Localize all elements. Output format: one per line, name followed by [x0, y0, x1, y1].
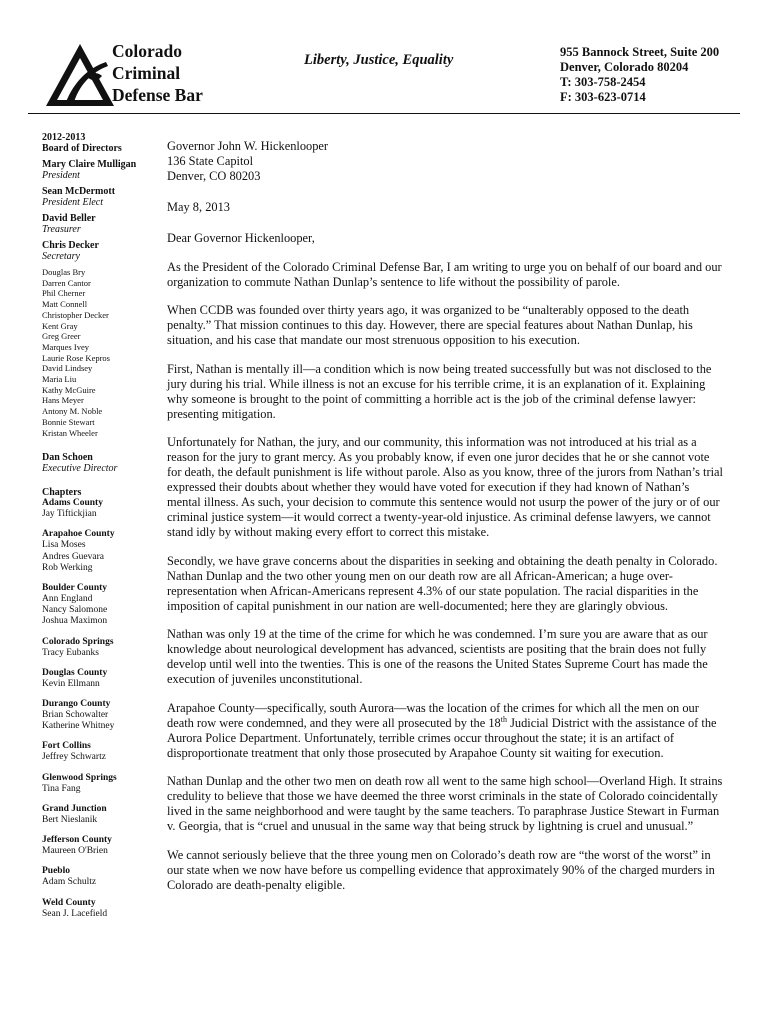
chapter-name: Pueblo — [42, 866, 70, 877]
officer-title: Secretary — [42, 251, 80, 262]
recipient-address-line: Denver, CO 80203 — [167, 169, 261, 183]
chapter — [42, 637, 160, 659]
chapter-member: Rob Werking — [42, 562, 93, 573]
chapter-member: Tracy Eubanks — [42, 647, 99, 658]
chapter-member: Katherine Whitney — [42, 721, 115, 732]
board-member: Douglas Bry — [42, 267, 86, 277]
executive-director — [42, 452, 160, 474]
chapter-name: Grand Junction — [42, 803, 107, 814]
chapter-name: Durango County — [42, 699, 111, 710]
officer-name: Sean McDermott — [42, 186, 116, 197]
chapter-member: Joshua Maximon — [42, 616, 108, 627]
paragraph: Unfortunately for Nathan, the jury, and our community, this information was not introduced at his trial as a reason for the jury to grant mercy. As you probably know, if even one juror decides that he or she cannot vote for death, the default punishment is life without parole. Also as you know, three of the jurors from Nathan’s trial expressed their doubts about whether they would have voted for execution if they had known of Nathan’s mental illness. As such, your decision to commute this sentence would not usurp the power of the jury or of our criminal justice system—it would correct a twenty-year-old injustice. As criminal defense lawyers, we cannot stand idly by without making every effort to correct this mistake. — [167, 435, 723, 539]
chapter — [42, 804, 160, 826]
scales-triangle-logo-icon — [44, 42, 116, 108]
address-fax: F: 303-623-0714 — [560, 90, 646, 104]
officer-title: President Elect — [42, 197, 103, 208]
chapter-member: Nancy Salomone — [42, 605, 108, 616]
board-member: Maria Liu — [42, 374, 77, 385]
chapter-member: Jay Tiftickjian — [42, 509, 97, 520]
chapter-member: Maureen O'Brien — [42, 846, 108, 857]
chapter-name: Colorado Springs — [42, 636, 114, 647]
chapter-name: Boulder County — [42, 583, 108, 594]
chapter-member: Adam Schultz — [42, 877, 97, 888]
chapter — [42, 835, 160, 857]
officer — [42, 186, 160, 208]
chapter-member: Kevin Ellmann — [42, 678, 100, 689]
officer-name: Chris Decker — [42, 240, 99, 251]
chapter-name: Douglas County — [42, 667, 108, 678]
chapter-name: Glenwood Springs — [42, 772, 117, 783]
officer-title: Treasurer — [42, 224, 81, 235]
chapter — [42, 866, 160, 888]
org-name-line-2: Criminal — [112, 63, 181, 83]
address-phone: T: 303-758-2454 — [560, 75, 646, 89]
paragraph: As the President of the Colorado Criminal Defense Bar, I am writing to urge you on behalf of our board and our organization to commute Nathan Dunlap’s sentence to life without the possibility of parole. — [167, 259, 722, 289]
letterhead-divider — [28, 113, 740, 114]
address-city: Denver, Colorado 80204 — [560, 60, 689, 74]
chapter — [42, 773, 160, 795]
board-member: Hans Meyer — [42, 395, 84, 406]
board-member: Kathy McGuire — [42, 384, 96, 395]
board-sidebar — [42, 132, 160, 929]
board-member: David Lindsey — [42, 363, 93, 374]
paragraph-text: Judicial District with the assistance of the Aurora Police Department. Unfortunately, terrible crimes occur throughout the state; it is an artifact of disproportionate treatment that only those prosecuted by Arapahoe County sit waiting for execution. — [167, 715, 717, 760]
paragraph-text: Arapahoe County—specifically, south Aurora—was the location of the crimes for which all the men on our death row were condemned, and they were all prosecuted by the 18 — [167, 700, 699, 730]
paragraph — [167, 701, 723, 761]
chapter-name: Jefferson County — [42, 835, 112, 846]
board-member: Kent Gray — [42, 320, 78, 331]
chapter — [42, 498, 160, 520]
org-address — [560, 45, 719, 105]
ordinal-superscript: th — [500, 714, 507, 724]
letter-date: May 8, 2013 — [167, 200, 230, 214]
chapter-member: Bert Nieslanik — [42, 814, 98, 825]
chapters-heading: Chapters — [42, 487, 82, 499]
chapter — [42, 898, 160, 920]
paragraph: First, Nathan is mentally ill—a condition which is now being treated successfully but was not disclosed to the jury during his trial. While illness is not an excuse for his terrible crime, it is an explanation of it. Explaining why someone is brought to the point of committing a horrible act is the job of the criminal defense lawyer: presenting mitigation. — [167, 361, 712, 421]
officer-name: Mary Claire Mulligan — [42, 159, 137, 170]
chapter-name: Adams County — [42, 498, 103, 509]
board-member: Bonnie Stewart — [42, 416, 95, 427]
officer-title: President — [42, 170, 80, 181]
chapter-name: Fort Collins — [42, 741, 91, 752]
chapter-name: Weld County — [42, 897, 96, 908]
officer-name: David Beller — [42, 213, 96, 224]
recipient-name: Governor John W. Hickenlooper — [167, 139, 329, 153]
board-heading: Board of Directors — [42, 143, 122, 154]
board-member: Matt Connell — [42, 299, 88, 310]
salutation: Dear Governor Hickenlooper, — [167, 231, 315, 245]
officer — [42, 240, 160, 262]
board-member: Marques Ivey — [42, 341, 89, 352]
officer — [42, 213, 160, 235]
board-member: Kristan Wheeler — [42, 427, 98, 438]
chapter-member: Jeffrey Schwartz — [42, 752, 106, 763]
org-name — [112, 40, 203, 106]
chapter-member: Sean J. Lacefield — [42, 908, 108, 919]
recipient-address-line: 136 State Capitol — [167, 154, 254, 168]
org-name-line-3: Defense Bar — [112, 85, 203, 105]
chapters-section — [42, 487, 160, 919]
board-members-list — [42, 267, 160, 438]
paragraph: We cannot seriously believe that the three young men on Colorado’s death row are “the worst of the worst” in our state when we now have before us compelling evidence that approximately 90% of the charged murders in Colorado are death-penalty eligible. — [167, 847, 715, 892]
board-member: Christopher Decker — [42, 309, 109, 320]
org-name-line-1: Colorado — [112, 41, 182, 61]
board-member: Darren Cantor — [42, 277, 91, 288]
board-member: Phil Cherner — [42, 288, 86, 299]
paragraph: When CCDB was founded over thirty years ago, it was organized to be “unalterably opposed to the death penalty.” That mission continues to this day. However, there are special features about Nathan Dunlap, his situation, and his case that mandate our most strenuous opposition to his execution. — [167, 303, 693, 347]
chapter-name: Arapahoe County — [42, 529, 115, 540]
address-street: 955 Bannock Street, Suite 200 — [560, 45, 720, 59]
paragraph: Secondly, we have grave concerns about the disparities in seeking and obtaining the death penalty in Colorado. Nathan Dunlap and the two other young men on our death row are all African-American; a huge over-representation when African-Americans represent 4.3% of our state population. The racial disparities in the imposition of capital punishment in our nation are well-documented; here they are glaringly obvious. — [167, 553, 718, 613]
board-member: Antony M. Noble — [42, 406, 103, 417]
letter-body — [167, 139, 723, 893]
tagline: Liberty, Justice, Equality — [304, 52, 454, 68]
board-years: 2012-2013 — [42, 132, 86, 143]
chapter-member: Tina Fang — [42, 783, 81, 794]
chapter — [42, 583, 160, 628]
chapter-member: Andres Guevara — [42, 551, 104, 562]
officer — [42, 159, 160, 181]
paragraph: Nathan was only 19 at the time of the crime for which he was condemned. I’m sure you are aware that as our knowledge about neurological development has advanced, scientists are positing that the brain does not fully develop until well into the twenties. This is one of the reasons the United States Supreme Court has made the execution of juveniles unconstitutional. — [167, 627, 708, 686]
board-member: Greg Greer — [42, 331, 81, 342]
chapter — [42, 741, 160, 763]
chapter — [42, 668, 160, 690]
chapter-member: Lisa Moses — [42, 540, 86, 551]
chapter — [42, 529, 160, 574]
board-member: Laurie Rose Kepros — [42, 352, 110, 363]
chapter — [42, 699, 160, 732]
recipient-block — [167, 139, 723, 184]
executive-director-name: Dan Schoen — [42, 452, 93, 464]
chapter-member: Brian Schowalter — [42, 710, 109, 721]
chapter-member: Ann England — [42, 594, 93, 605]
executive-director-title: Executive Director — [42, 463, 118, 475]
paragraph: Nathan Dunlap and the other two men on death row all went to the same high school—Overland High. It strains credulity to believe that those we have deemed the three worst criminals in the state of Colorado coincidentally lived in the same neighborhood and were taught by the same teachers. To paraphrase Justice Stewart in Furman v. Georgia, that is “cruel and unusual in the same way that being struck by lightning is cruel and unusual.” — [167, 774, 723, 833]
